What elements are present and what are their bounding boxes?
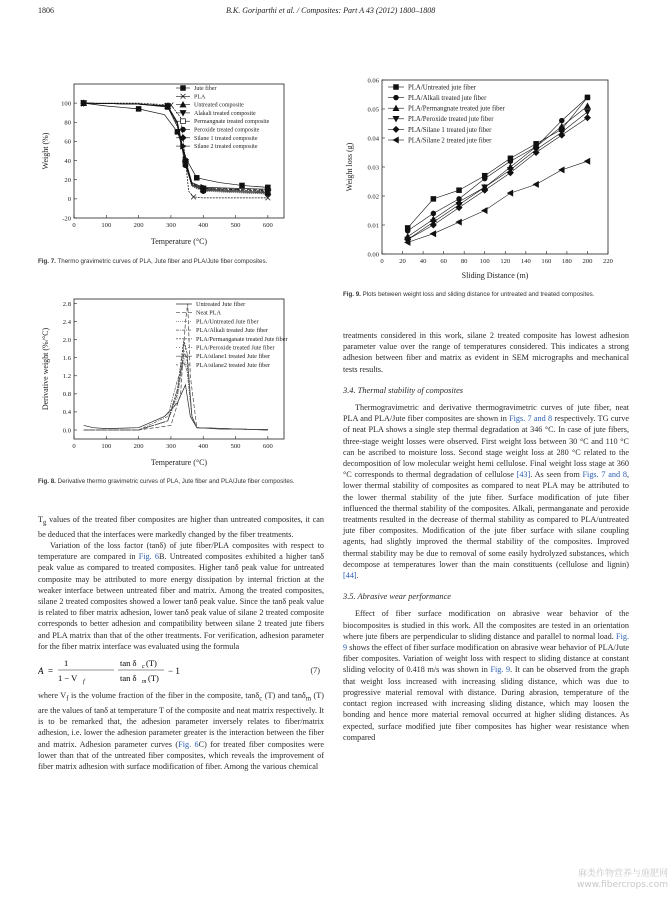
fig8-legend-label: PLA/Alkali treated Jute fiber: [196, 327, 268, 335]
fig9-point: [559, 124, 565, 129]
fig7-xtick-label: 600: [262, 222, 273, 229]
fig9-ylabel: Weight loss (g): [345, 142, 354, 192]
fig8-legend-label: PLA/silane2 treated Jute fiber: [196, 361, 271, 369]
fig8-ytick-label: 1.6: [62, 355, 71, 363]
fig9-xtick-label: 200: [582, 258, 593, 265]
left-paragraph-1: $T_g$ values of the treated fiber composites are higher than untreated composites, it can be deduced that the interfaces were markedly changed by the fiber treatments.: [38, 515, 324, 539]
fig8-xtick-label: 100: [101, 443, 112, 450]
svg-text:1: 1: [64, 658, 69, 669]
fig9-caption: [343, 291, 633, 299]
fig9-caption-label: Fig. 9.: [343, 291, 361, 298]
fig9-point: [585, 95, 590, 100]
fig9-point: [584, 115, 590, 121]
fig7-ylabel: Weight (%): [41, 132, 50, 170]
fig8-series-line: [84, 361, 271, 430]
fig9-point: [508, 159, 513, 164]
fig9-legend-label: PLA/Permangnate treated jute fiber: [408, 105, 505, 113]
fig9-xtick-label: 100: [479, 258, 490, 265]
svg-text:− 1: − 1: [168, 666, 180, 677]
fig9-point: [457, 188, 462, 193]
fig8-series-line: [84, 349, 271, 430]
fig8-ylabel: Derivative weight (%/°C): [41, 327, 50, 411]
fig7-chart: [36, 78, 306, 250]
fig9-legend-label: PLA/Untreated jute fiber: [408, 84, 476, 92]
fig8-xtick-label: 600: [262, 443, 273, 450]
fig7-caption: [38, 258, 328, 266]
fig9-point: [456, 219, 461, 225]
svg-text:m: m: [142, 679, 147, 686]
fig9-ytick-label: 0.06: [367, 77, 379, 85]
fig8-ytick-label: 2.8: [62, 300, 71, 308]
page-number: 1806: [38, 6, 54, 15]
fig7-point: [136, 106, 141, 111]
fig9-legend-label: PLA/Silane 1 treated jute fiber: [408, 126, 492, 134]
fig9-point: [559, 167, 564, 173]
fig9-point: [507, 170, 513, 176]
fig9-caption-text: Plots between weight loss and sliding distance for untreated and treated composites.: [362, 291, 595, 298]
fig9-xtick-label: 20: [399, 258, 406, 265]
fig9-chart: [340, 74, 625, 284]
fig8-ytick-label: 0.8: [62, 391, 71, 399]
fig9-legend-label: PLA/Peroxide treated jute fiber: [408, 116, 494, 124]
fig8-xtick-label: 300: [165, 443, 176, 450]
fig9-point: [431, 211, 436, 216]
fig9-xtick-label: 160: [541, 258, 552, 265]
fig9-xtick-label: 180: [561, 258, 572, 265]
fig8-caption: [38, 478, 328, 486]
fig9-xtick-label: 140: [520, 258, 531, 265]
fig7-ytick-label: 20: [64, 177, 71, 185]
fig7-legend-marker: [181, 127, 186, 132]
fig7-xtick-label: 200: [133, 222, 144, 229]
fig8-ytick-label: 2.4: [62, 318, 71, 326]
fig7-legend-label: Alakali treated composite: [194, 110, 256, 117]
fig7-legend-marker: [181, 86, 186, 91]
watermark-line-1: 麻类作物营养与施肥网: [577, 869, 668, 879]
fig9-point: [533, 150, 539, 156]
fig9-point: [482, 208, 487, 214]
fig8-ytick-label: 0.4: [62, 409, 71, 417]
svg-text:=: =: [48, 666, 54, 677]
fig9-ytick-label: 0.00: [367, 251, 379, 259]
section-heading-3-5: 3.5. Abrasive wear performance: [343, 592, 452, 602]
fig7-xtick-label: 0: [72, 222, 76, 229]
fig8-caption-label: Fig. 8.: [38, 478, 56, 485]
right-paragraph-1: treatments considered in this work, silane 2 treated composite has lowest adhesion parameter value over the range of temperatures considered. This indicates a strong adhesion between fiber and matrix as evident in SEM micrographs and mechanical tests results.: [343, 331, 629, 374]
fig9-point: [508, 190, 513, 196]
fig7-legend-label: PLA: [194, 94, 206, 101]
watermark-line-2: www.fibercrops.com: [577, 880, 668, 890]
svg-text:(T): (T): [148, 673, 159, 684]
fig7-xtick-label: 300: [165, 222, 176, 229]
fig7-legend-label: Silane 1 treated composite: [194, 135, 258, 142]
fig8-ytick-label: 1.2: [62, 373, 71, 381]
fig9-xtick-label: 0: [380, 258, 384, 265]
fig7-ytick-label: 60: [64, 138, 71, 146]
fig9-point: [585, 103, 591, 108]
fig7-ytick-label: 40: [64, 157, 71, 165]
fig8-chart: [36, 295, 306, 470]
fig9-point: [456, 205, 462, 211]
left-paragraph-3: where $V_f$ is the volume fraction of the fiber in the composite, tanδ$_c$ (T) and tanδ$_m$ (T) are the values of tanδ at temperature T of the composite and neat matrix respectively. It is to be remarked that, the adhesion parameter inversely relates to fiber/matrix adhesion, i.e. lower the adhesion parameter greater is the interaction between the fiber and matrix. Adhesion parameter curves (Fig. 6C) for treated fiber composites were lower than that of the untreated fiber composites, which reveals the improvement of fiber matrix adhesion with surface modification of fiber. Among the various chemical: [38, 691, 325, 771]
fig7-point: [194, 175, 199, 180]
fig7-xtick-label: 100: [101, 222, 112, 229]
fig9-ytick-label: 0.05: [367, 106, 379, 114]
fig8-legend-label: PLA/Permanganate treated Jute fiber: [196, 335, 288, 343]
fig9-xtick-label: 220: [603, 258, 613, 265]
fig9-legend-label: PLA/Alkali treated jute fiber: [408, 95, 487, 102]
svg-text:c: c: [142, 664, 145, 671]
fig7-legend-label: Untreated composite: [194, 102, 244, 109]
right-paragraph-3: Effect of fiber surface modification on abrasive wear behavior of the biocomposites is studied in this work. All the composites are tested in an orientation where jute fibers are perpendicular to sliding distance and parallel to normal load. Fig. 9 shows the effect of fiber surface modification on abrasive wear behavior of PLA/Jute fiber composites. Variation of weight loss with respect to sliding distance at constant sliding velocity of 0.418 m/s was shown in Fig. 9. It can be observed from the graph that weight loss increased with increasing sliding distance, which was due to progressive material removal with distance. During abrasion, temperature of the contact region increased with increasing sliding distance, which may loosen the bonding and hence more material removal occurred at higher sliding distances. As expected, surface modified jute fiber composites has higher wear resistance when compared: [343, 609, 629, 742]
svg-text:(T): (T): [146, 658, 157, 669]
fig9-xlabel: Sliding Distance (m): [461, 271, 529, 280]
fig8-xtick-label: 400: [198, 443, 209, 450]
fig9-point: [559, 118, 564, 123]
fig8-caption-text: Derivative thermo gravimetric curves of PLA, Jute fiber and PLA/Jute fiber composites.: [57, 478, 295, 485]
fig9-legend-label: PLA/Silane 2 treated jute fiber: [408, 137, 492, 145]
watermark: [577, 869, 668, 891]
fig8-legend-label: Untreated Jute fiber: [196, 301, 246, 308]
fig9-legend-marker: [394, 85, 399, 90]
fig9-point: [430, 231, 435, 237]
fig9-xtick-label: 80: [460, 258, 468, 265]
fig9-point: [585, 110, 591, 115]
fig8-series-line: [84, 385, 268, 430]
left-paragraph-2: Variation of the loss factor (tanδ) of jute fiber/PLA composites with respect to temperature are compared in Fig. 6B. Untreated composites exhibited a higher tanδ peak value as compared to treated composites. Higher tanδ peak value for untreated composite may be attributed to more energy dissipation by internal friction at the weaker interface between untreated fiber and matrix. Among the treated composites, silane 2 treated composites showed a lower tanδ peak value. Since the tanδ peak value is related to fiber matrix adhesion, lower tanδ peak value of silane 2 treated composite corresponds to better adhesion and compatibility between silane 2 treated jute fibers and PLA matrix than that of the other treatments. For verification, adhesion parameter for the fiber matrix interface was evaluated using the formula: [38, 541, 324, 651]
fig9-xtick-label: 60: [440, 258, 447, 265]
right-paragraph-2: Thermogravimetric and derivative thermogravimetric curves of jute fiber, neat PLA and PLA/Jute fiber composites are shown in Figs. 7 and 8 respectively. TG curve of neat PLA shows a single step thermal degradation at 346 °C. In case of jute fibers, three-stage weight losses were observed. First weight loss between 30 °C and 110 °C can be ascribed to moisture loss. Second stage weight loss at 280 °C related to the decomposition of low molecular weight hemi cellulose. Final weight loss stage at 360 °C corresponds to thermal degradation of cellulose [43]. As seen from Figs. 7 and 8, lower thermal stability of composites as compared to neat PLA may be attributed to the lower thermal stability of the jute fiber. Surface modification of jute fiber influenced the thermal stability of the composites. Alkali, permanganate and peroxide treatments resulted in the decrease of thermal stability as compared to PLA/untreated jute fiber composites. Modification of the jute fiber surface with silane coupling agents, had slightly improved the thermal stability of the composites. Improved thermal stability may be due to removal of some easily hydrolyzed substances, which decompose at temperatures lower than the main constituents (cellulose and lignin) [44].: [343, 403, 629, 581]
fig7-xtick-label: 400: [198, 222, 209, 229]
fig8-legend-label: PLA/Peroxide treated Jute fiber: [196, 344, 275, 352]
fig9-point: [430, 222, 436, 228]
fig9-ytick-label: 0.04: [367, 135, 379, 143]
fig7-legend-label: Peroxide treated composite: [194, 127, 260, 134]
equation-number: (7): [310, 666, 320, 676]
fig7-legend-label: Permangnate treated composite: [194, 119, 270, 126]
fig9-point: [585, 158, 590, 164]
fig7-point: [240, 183, 245, 188]
svg-text:f: f: [83, 679, 85, 686]
fig9-series-line: [408, 161, 588, 242]
fig8-legend-label: PLA/silane1 treated Jute fiber: [196, 353, 271, 361]
fig9-legend-marker: [393, 137, 398, 143]
fig7-ytick-label: -20: [62, 215, 71, 223]
fig7-ytick-label: 80: [64, 119, 71, 127]
fig8-ytick-label: 0.0: [62, 427, 71, 435]
fig7-ytick-label: 0: [67, 196, 71, 204]
fig8-xtick-label: 500: [230, 443, 241, 450]
fig7-legend-marker: [181, 119, 186, 124]
fig8-xlabel: Temperature (°C): [150, 458, 208, 467]
svg-text:A: A: [38, 666, 44, 677]
fig8-xtick-label: 200: [133, 443, 144, 450]
svg-text:tan δ: tan δ: [120, 673, 137, 684]
fig8-legend-label: PLA/Untreated Jute fiber: [196, 318, 259, 326]
fig9-ytick-label: 0.03: [367, 164, 379, 172]
fig9-xtick-label: 120: [500, 258, 511, 265]
fig8-legend-label: Neat PLA: [196, 309, 221, 317]
fig9-ytick-label: 0.02: [367, 193, 379, 201]
equation-7: [38, 652, 324, 690]
fig9-point: [405, 228, 410, 233]
running-title: B.K. Goriparthi et al. / Composites: Part A 43 (2012) 1800–1808: [226, 6, 436, 15]
fig8-ytick-label: 2.0: [62, 336, 71, 344]
left-column: [38, 514, 324, 772]
fig7-legend-label: Jute fiber: [194, 86, 217, 92]
fig7-caption-text: Thermo gravimetric curves of PLA, Jute fiber and PLA/Jute fiber composites.: [57, 258, 268, 265]
fig7-xlabel: Temperature (°C): [150, 237, 208, 246]
svg-text:1 − V: 1 − V: [58, 673, 78, 684]
fig7-caption-label: Fig. 7.: [38, 258, 56, 265]
svg-text:tan δ: tan δ: [120, 658, 137, 669]
fig9-ytick-label: 0.01: [367, 222, 379, 230]
fig9-xtick-label: 40: [419, 258, 427, 265]
fig9-legend-marker: [394, 95, 399, 100]
fig9-point: [559, 132, 565, 138]
fig9-point: [482, 176, 487, 181]
fig7-ytick-label: 100: [61, 100, 71, 108]
fig9-point: [533, 182, 538, 188]
fig7-legend-label: Silane 2 treated composite: [194, 144, 258, 151]
section-heading-3-4: 3.4. Thermal stability of composites: [343, 385, 464, 395]
fig9-legend-marker: [393, 126, 399, 132]
fig7-xtick-label: 500: [230, 222, 241, 229]
fig9-point: [431, 197, 436, 202]
fig8-xtick-label: 0: [72, 443, 76, 450]
right-column: [343, 330, 629, 743]
